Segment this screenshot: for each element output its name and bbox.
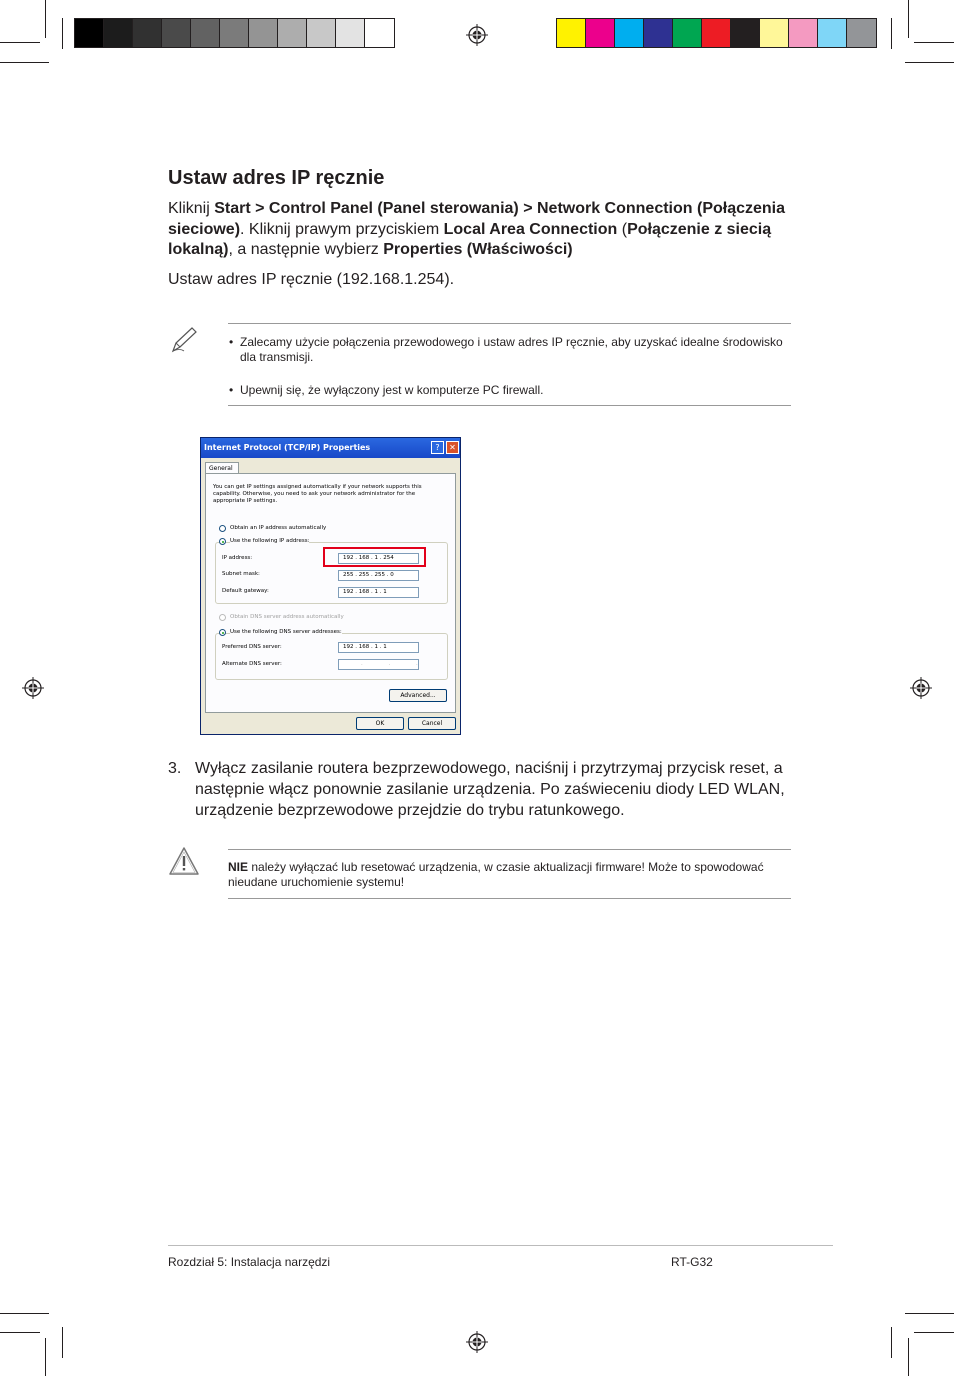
note-bullet-text: Zalecamy użycie połączenia przewodowego i ustaw adres IP ręcznie, aby uzyskać idealne środowisko dla transmisji. — [240, 335, 783, 364]
crop-mark — [905, 62, 954, 63]
step-3 — [168, 758, 793, 821]
subnet-mask-label: Subnet mask: — [222, 571, 260, 577]
alternate-dns-label: Alternate DNS server: — [222, 661, 282, 667]
warning-text — [228, 860, 783, 889]
bullet-dot: • — [229, 383, 234, 397]
cancel-button[interactable]: Cancel — [408, 717, 456, 730]
ok-button[interactable]: OK — [356, 717, 404, 730]
radio-auto-dns-label: Obtain DNS server address automatically — [230, 614, 344, 620]
grayscale-color-bar — [74, 18, 395, 48]
color-swatch — [278, 19, 307, 47]
color-swatch — [191, 19, 220, 47]
text-run: . Kliknij prawym przyciskiem — [240, 220, 444, 238]
step-text: Wyłącz zasilanie routera bezprzewodowego, naciśnij i przytrzymaj przycisk reset, a następnie włącz ponownie zasilanie urządzenia. Po zaświeceniu diody LED WLAN, urządzenie bezprzewodowe przejdzie do trybu ratunkowego. — [195, 760, 785, 819]
tcpip-properties-dialog — [200, 437, 461, 735]
crop-mark — [0, 1313, 49, 1314]
warning-bottom-rule — [228, 898, 791, 899]
text-run: , a następnie wybierz — [228, 241, 384, 258]
subnet-mask-input[interactable]: 255 . 255 . 255 . 0 — [338, 570, 419, 581]
crop-mark — [891, 1327, 892, 1358]
radio-auto-dns[interactable] — [219, 614, 226, 621]
color-swatch — [162, 19, 191, 47]
preferred-dns-label: Preferred DNS server: — [222, 644, 282, 650]
warning-bold: NIE — [228, 860, 249, 874]
crop-mark — [0, 62, 49, 63]
crop-mark — [908, 1338, 909, 1376]
color-swatch — [818, 19, 847, 47]
color-swatch — [307, 19, 336, 47]
dialog-title: Internet Protocol (TCP/IP) Properties — [204, 443, 371, 452]
warning-body: należy wyłączać lub resetować urządzenia, w czasie aktualizacji firmware! Może to spowodować nieudane uruchomienie systemu! — [228, 860, 764, 889]
preferred-dns-input[interactable]: 192 . 168 . 1 . 1 — [338, 642, 419, 653]
ip-address-label: IP address: — [222, 555, 253, 561]
close-button[interactable]: ✕ — [446, 441, 459, 454]
crop-mark — [45, 0, 46, 38]
pencil-note-icon — [170, 326, 198, 354]
section-heading: Ustaw adres IP ręcznie — [168, 167, 385, 189]
footer-model: RT-G32 — [671, 1255, 713, 1269]
registration-mark-icon — [466, 24, 488, 46]
help-button[interactable]: ? — [431, 441, 444, 454]
color-swatch — [336, 19, 365, 47]
color-swatch — [760, 19, 789, 47]
color-swatch — [586, 19, 615, 47]
advanced-button[interactable]: Advanced... — [389, 689, 447, 702]
note-bullet — [229, 335, 784, 364]
note-bullet — [229, 383, 784, 398]
color-swatch — [789, 19, 818, 47]
crop-mark — [914, 1332, 954, 1333]
warning-triangle-icon — [168, 846, 200, 876]
bullet-dot: • — [229, 335, 234, 349]
radio-manual-dns[interactable] — [219, 629, 226, 636]
crop-mark — [0, 42, 40, 43]
note-top-rule — [228, 323, 791, 324]
note-bullet-text: Upewnij się, że wyłączony jest w komputerze PC firewall. — [240, 383, 544, 397]
color-swatch — [615, 19, 644, 47]
dns-group-box — [215, 633, 448, 680]
crop-mark — [908, 0, 909, 38]
dialog-description: You can get IP settings assigned automatically if your network supports this capability. Otherwise, you need to ask your network administrator for the appropriate IP settings. — [213, 484, 422, 504]
crop-mark — [914, 42, 954, 43]
local-area-connection-bold: Local Area Connection — [443, 220, 618, 238]
color-swatch — [731, 19, 760, 47]
crop-mark — [62, 18, 63, 49]
radio-auto-ip[interactable] — [219, 525, 226, 532]
default-gateway-label: Default gateway: — [222, 588, 269, 594]
footer-rule — [168, 1245, 833, 1246]
menu-path-bold: Start > Control Panel (Panel sterowania) > Network Connection (Połączenia sieciowe) — [168, 200, 786, 238]
color-swatch — [104, 19, 133, 47]
radio-manual-ip[interactable] — [219, 538, 226, 545]
ip-address-input[interactable]: 192 . 168 . 1 . 254 — [338, 553, 419, 564]
ip-address-highlight — [323, 547, 426, 567]
color-swatch — [220, 19, 249, 47]
process-color-bar — [556, 18, 877, 48]
footer-chapter: Rozdział 5: Instalacja narzędzi — [168, 1255, 331, 1269]
instructions-paragraph — [168, 199, 808, 261]
color-swatch — [702, 19, 731, 47]
crop-mark — [62, 1327, 63, 1358]
registration-mark-icon — [22, 677, 44, 699]
alternate-dns-input[interactable]: . . . — [338, 659, 419, 670]
crop-mark — [905, 1313, 954, 1314]
radio-auto-ip-label: Obtain an IP address automatically — [230, 525, 327, 531]
color-swatch — [847, 19, 876, 47]
color-swatch — [133, 19, 162, 47]
default-gateway-input[interactable]: 192 . 168 . 1 . 1 — [338, 587, 419, 598]
color-swatch — [673, 19, 702, 47]
registration-mark-icon — [466, 1331, 488, 1353]
crop-mark — [45, 1338, 46, 1376]
text-run: Kliknij — [168, 200, 215, 217]
polaczenie-bold: Połączenie z siecią lokalną) — [168, 220, 772, 258]
warning-top-rule — [228, 849, 791, 850]
text-run: ( — [617, 220, 628, 238]
note-bottom-rule — [228, 405, 791, 406]
crop-mark — [0, 1332, 40, 1333]
color-swatch — [644, 19, 673, 47]
manual-ip-text: Ustaw adres IP ręcznie (192.168.1.254). — [168, 271, 455, 288]
crop-mark — [891, 18, 892, 49]
radio-manual-ip-label: Use the following IP address: — [230, 538, 310, 544]
properties-bold: Properties (Właściwości) — [383, 241, 573, 258]
radio-manual-dns-label: Use the following DNS server addresses: — [230, 629, 342, 635]
step-number: 3. — [168, 760, 182, 777]
color-swatch — [557, 19, 586, 47]
registration-mark-icon — [910, 677, 932, 699]
color-swatch — [249, 19, 278, 47]
color-swatch — [365, 19, 394, 47]
dialog-title-bar — [201, 438, 460, 458]
color-swatch — [75, 19, 104, 47]
tab-general[interactable]: General — [205, 462, 239, 474]
